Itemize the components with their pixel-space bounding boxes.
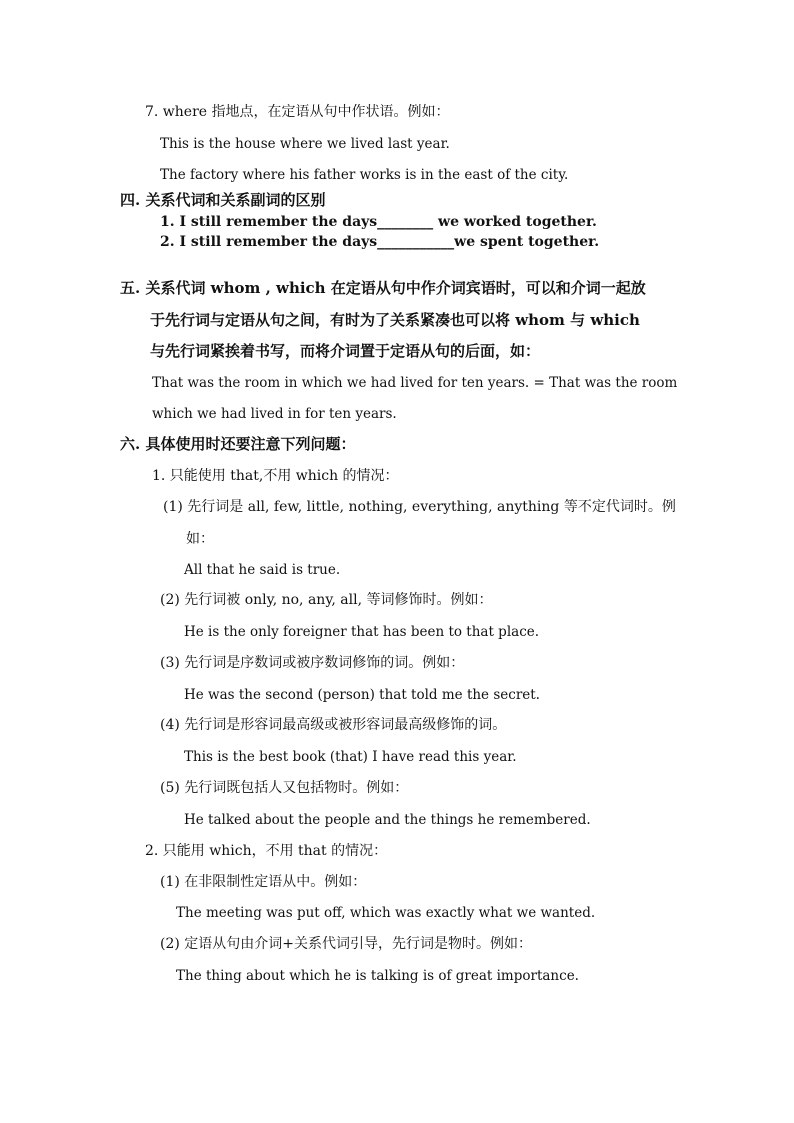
section-4-heading: 四. 关系代词和关系副词的区别 bbox=[120, 191, 326, 209]
list-item: (2) 先行词被 only, no, any, all, 等词修饰时。例如： bbox=[160, 592, 493, 608]
example-sentence: This is the house where we lived last year. bbox=[160, 136, 450, 152]
example-sentence: He talked about the people and the things he remembered. bbox=[184, 812, 591, 828]
example-sentence: All that he said is true. bbox=[184, 562, 341, 578]
exercise-item: 2. I still remember the days___________we spent together. bbox=[160, 234, 600, 250]
list-item: (5) 先行词既包括人又包括物时。例如： bbox=[160, 780, 409, 796]
section-5-text: 与先行词紧挨着书写，而将介词置于定语从句的后面，如： bbox=[150, 342, 541, 360]
list-item: (1) 先行词是 all, few, little, nothing, everything, anything 等不定代词时。例 bbox=[163, 499, 676, 515]
list-item: (3) 先行词是序数词或被序数词修饰的词。例如： bbox=[160, 655, 465, 671]
subsection-heading: 1. 只能使用 that,不用 which 的情况： bbox=[152, 468, 399, 484]
example-sentence: The thing about which he is talking is of great importance. bbox=[176, 968, 579, 984]
list-item: (1) 在非限制性定语从中。例如： bbox=[160, 874, 367, 890]
rule-7-heading: 7. where 指地点，在定语从句中作状语。例如： bbox=[145, 104, 450, 120]
example-sentence: That was the room in which we had lived for ten years. = That was the room bbox=[152, 375, 678, 391]
example-sentence: He was the second (person) that told me the secret. bbox=[184, 687, 540, 703]
example-sentence: The factory where his father works is in the east of the city. bbox=[160, 167, 569, 183]
section-5-text: 于先行词与定语从句之间，有时为了关系紧凑也可以将 whom 与 which bbox=[150, 311, 640, 329]
example-sentence: He is the only foreigner that has been to that place. bbox=[184, 624, 540, 640]
example-sentence: which we had lived in for ten years. bbox=[152, 406, 397, 422]
subsection-heading: 2. 只能用 which，不用 that 的情况： bbox=[145, 843, 388, 859]
list-item-continuation: 如： bbox=[186, 531, 214, 547]
example-sentence: The meeting was put off, which was exactly what we wanted. bbox=[176, 905, 596, 921]
list-item: (4) 先行词是形容词最高级或被形容词最高级修饰的词。 bbox=[160, 717, 507, 733]
example-sentence: This is the best book (that) I have read this year. bbox=[184, 749, 517, 765]
section-6-heading: 六. 具体使用时还要注意下列问题： bbox=[120, 435, 356, 453]
exercise-item: 1. I still remember the days________ we worked together. bbox=[160, 214, 597, 230]
list-item: (2) 定语从句由介词+关系代词引导，先行词是物时。例如： bbox=[160, 936, 533, 952]
section-5-heading: 五. 关系代词 whom , which 在定语从句中作介词宾语时，可以和介词一起放 bbox=[120, 279, 646, 297]
